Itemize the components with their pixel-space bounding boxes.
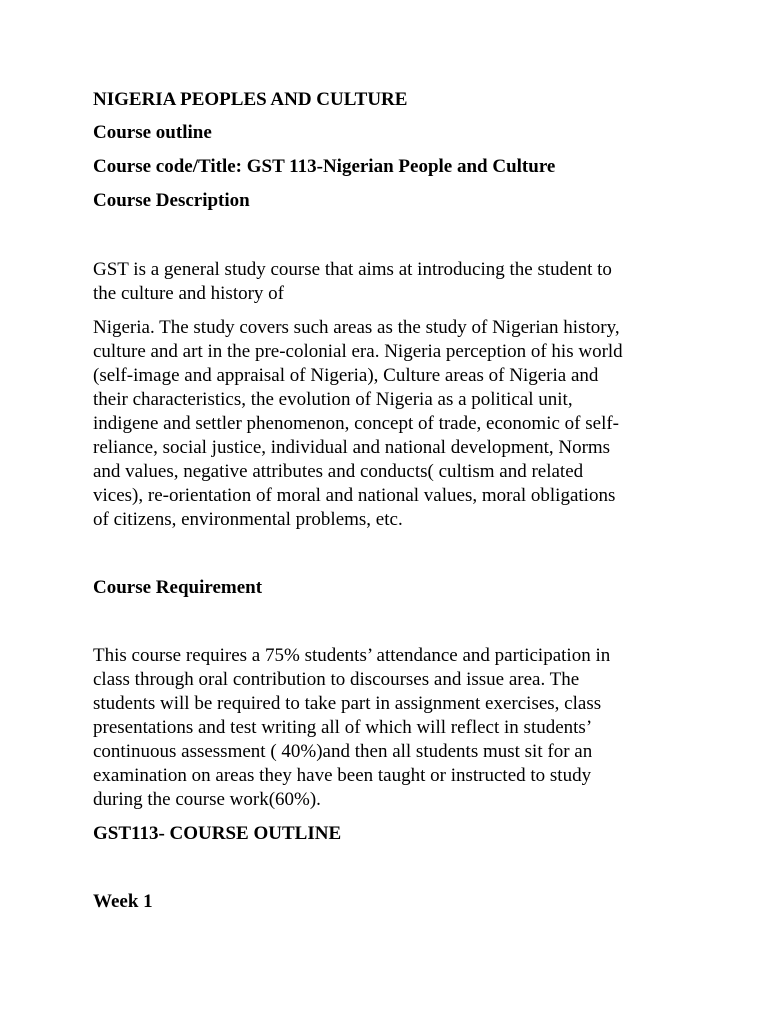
intro-paragraph bbox=[93, 258, 673, 306]
requirement-line: continuous assessment ( 40%)and then all students must sit for an bbox=[93, 741, 593, 762]
intro-line: GST is a general study course that aims at introducing the student to bbox=[93, 259, 612, 280]
description-line: culture and art in the pre-colonial era. Nigeria perception of his world bbox=[93, 341, 623, 362]
description-line: and values, negative attributes and conducts( cultism and related bbox=[93, 461, 584, 482]
course-outline-heading: GST113- COURSE OUTLINE bbox=[93, 823, 342, 844]
description-line: their characteristics, the evolution of Nigeria as a political unit, bbox=[93, 389, 573, 410]
requirement-line: students will be required to take part in assignment exercises, class bbox=[93, 693, 602, 714]
requirement-line: class through oral contribution to discourses and issue area. The bbox=[93, 669, 580, 690]
requirement-line: This course requires a 75% students’ attendance and participation in bbox=[93, 645, 611, 666]
requirement-paragraph bbox=[93, 644, 673, 812]
course-outline-label: Course outline bbox=[93, 122, 212, 143]
description-line: Nigeria. The study covers such areas as the study of Nigerian history, bbox=[93, 317, 620, 338]
requirement-line: presentations and test writing all of which will reflect in students’ bbox=[93, 717, 593, 738]
description-line: (self-image and appraisal of Nigeria), Culture areas of Nigeria and bbox=[93, 365, 599, 386]
description-line: indigene and settler phenomenon, concept of trade, economic of self- bbox=[93, 413, 619, 434]
description-line: reliance, social justice, individual and national development, Norms bbox=[93, 437, 611, 458]
week-label: Week 1 bbox=[93, 891, 153, 912]
description-paragraph bbox=[93, 316, 673, 532]
requirement-line: examination on areas they have been taught or instructed to study bbox=[93, 765, 592, 786]
intro-line: the culture and history of bbox=[93, 283, 285, 304]
course-code-title: Course code/Title: GST 113-Nigerian People and Culture bbox=[93, 156, 556, 177]
course-description-label: Course Description bbox=[93, 190, 250, 211]
course-requirement-label: Course Requirement bbox=[93, 577, 263, 598]
requirement-line: during the course work(60%). bbox=[93, 789, 321, 810]
document-title: NIGERIA PEOPLES AND CULTURE bbox=[93, 89, 408, 110]
description-line: of citizens, environmental problems, etc. bbox=[93, 509, 403, 530]
description-line: vices), re-orientation of moral and national values, moral obligations bbox=[93, 485, 616, 506]
